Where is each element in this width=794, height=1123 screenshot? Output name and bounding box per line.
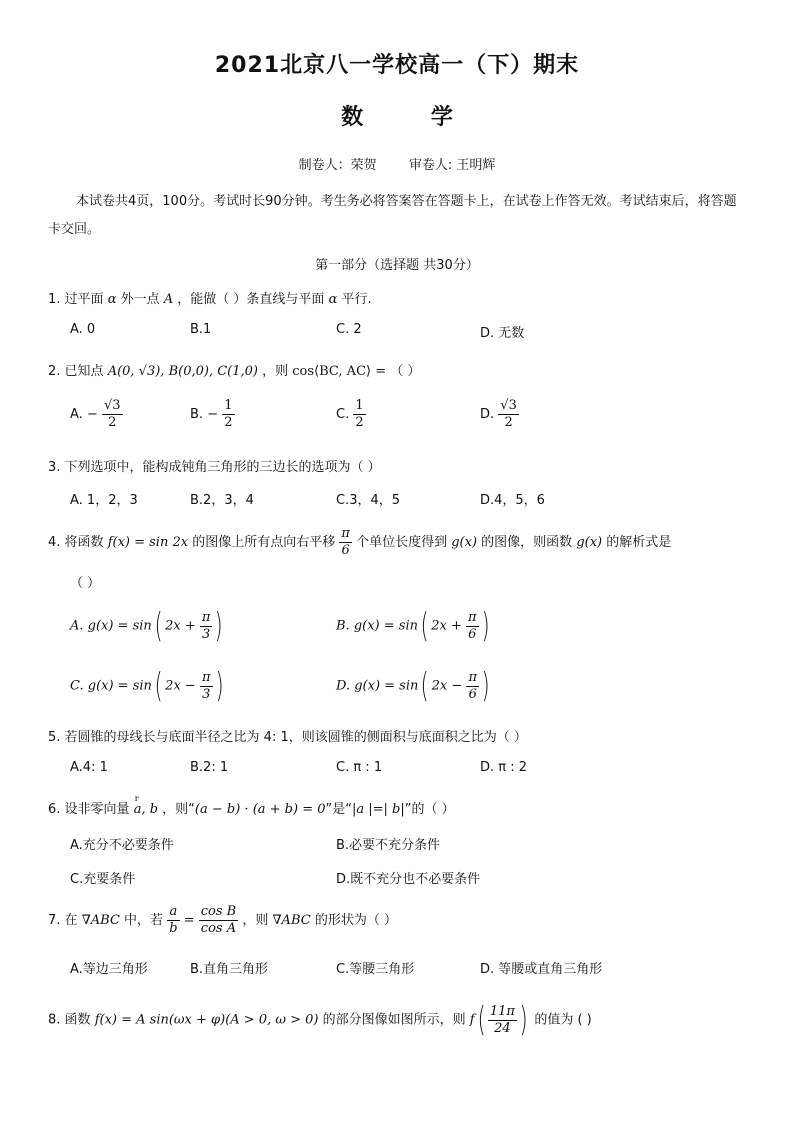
q4-option-a-arg: 2x + — [165, 618, 196, 634]
q7-option-d: D. 等腰或直角三角形 — [480, 962, 603, 977]
q2-text-c: （ ） — [390, 364, 421, 379]
q7-option-c: C.等腰三角形 — [336, 962, 415, 977]
question-2 — [48, 360, 758, 379]
q1-point-a: A — [163, 292, 174, 307]
q2-text-a: 2. 已知点 — [48, 364, 104, 379]
q7-text-c: ，则 — [242, 913, 269, 928]
q1-option-d: D. 无数 — [480, 326, 525, 341]
q4-option-d — [336, 666, 492, 706]
q8-arg-den: 24 — [494, 1020, 511, 1036]
q8-arg-num: 11π — [489, 1003, 515, 1019]
question-5: 5. 若圆锥的母线长与底面半径之比为 4: 1，则该圆锥的侧面积与底面积之比为（ ） — [48, 730, 527, 745]
q4-option-d-den: 6 — [468, 686, 477, 702]
q7-cos-fraction — [199, 904, 238, 937]
q7-equals: = — [183, 913, 195, 928]
q7-triangle: ∇ABC — [81, 913, 120, 928]
q7-text-b: 中，若 — [124, 913, 164, 928]
q8-lparen: ( — [477, 1000, 486, 1040]
q6-option-c: C.充要条件 — [70, 872, 136, 887]
q3-option-a: A. 1，2，3 — [70, 493, 138, 508]
q6-text-c: ”是“| — [325, 802, 357, 817]
q8-function: f(x) = A sin(ωx + φ)(A > 0, ω > 0) — [94, 1012, 319, 1028]
q2-option-a-sign: − — [86, 407, 98, 422]
subject-title: 数 学 — [341, 105, 483, 130]
q7-option-b: B.直角三角形 — [190, 962, 269, 977]
q6-vectors: r a, b — [134, 802, 158, 817]
q4-option-c-den: 3 — [202, 686, 211, 702]
q6-option-d: D.既不充分也不必要条件 — [336, 872, 481, 887]
q6-text-a: 6. 设非零向量 — [48, 802, 130, 817]
q4-option-c-lparen: ( — [154, 666, 163, 706]
q2-option-b-sign: − — [207, 407, 219, 422]
q1-text-c: ，能做（ ）条直线与平面 — [177, 292, 325, 307]
q6-text-d: |”的（ ） — [400, 802, 455, 817]
q4-option-d-arg: 2x − — [431, 678, 463, 694]
q4-option-d-fraction — [466, 670, 479, 703]
q2-option-d-den: 2 — [504, 415, 513, 430]
q2-option-c-den: 2 — [355, 415, 364, 430]
q7-ratio-den: b — [169, 921, 178, 936]
q2-option-c-label: C. — [336, 407, 350, 422]
q2-option-b-den: 2 — [224, 415, 233, 430]
q7-triangle-2: ∇ABC — [272, 913, 311, 928]
q4-function-g: g(x) — [451, 535, 478, 550]
q2-option-c-fraction — [353, 398, 365, 431]
q2-option-c — [336, 398, 366, 431]
q7-cos-den: cos A — [200, 921, 237, 936]
q4-option-b-fraction — [466, 610, 479, 643]
q3-option-c: C.3，4，5 — [336, 493, 401, 508]
q5-option-d: D. π : 2 — [480, 760, 528, 775]
reviewer: 审卷人: 王明辉 — [408, 158, 496, 173]
exam-title: 2021北京八一学校高一（下）期末 — [214, 53, 580, 78]
q1-text-a: 1. 过平面 — [48, 292, 104, 307]
q4-option-b-num: π — [468, 609, 477, 625]
q3-option-d: D.4，5，6 — [480, 493, 545, 508]
q4-option-d-num: π — [468, 669, 477, 685]
q4-text-a: 4. 将函数 — [48, 535, 104, 550]
q4-shift-num: π — [341, 526, 350, 541]
q6-magnitudes: a |=| b — [356, 802, 401, 817]
q4-option-d-lparen: ( — [421, 666, 430, 706]
q5-option-b: B.2: 1 — [190, 760, 229, 775]
intro-paragraph: 本试卷共4页，100分。考试时长90分钟。考生务必将答案答在答题卡上，在试卷上作答无效。考试结束后，将答题卡交回。 — [48, 194, 737, 237]
q8-text-a: 8. 函数 — [48, 1012, 91, 1028]
q4-option-b — [336, 606, 492, 646]
question-8 — [48, 1000, 758, 1040]
q2-option-a — [70, 398, 123, 431]
q2-text-b: ，则 — [262, 364, 289, 379]
q4-option-b-label: B. g(x) = sin — [336, 618, 418, 634]
q4-option-a-label: A. g(x) = sin — [70, 618, 152, 634]
q4-option-d-label: D. g(x) = sin — [336, 678, 419, 694]
q4-function-g-2: g(x) — [576, 535, 603, 550]
q7-ratio-fraction — [167, 904, 179, 937]
q2-option-b-label: B. — [190, 407, 204, 422]
q8-text-c: 的值为 ( ) — [534, 1012, 592, 1028]
q1-option-c: C. 2 — [336, 322, 362, 337]
q4-answer-paren: （ ） — [70, 576, 101, 591]
q4-option-a-den: 3 — [201, 626, 211, 642]
q4-option-c-arg: 2x − — [165, 678, 196, 694]
q4-text-c: 个单位长度得到 — [356, 535, 448, 550]
question-7 — [48, 904, 758, 937]
q4-option-a-num: π — [201, 609, 211, 625]
q4-option-c-fraction — [200, 670, 213, 703]
maker: 制卷人：荣贺 — [298, 158, 377, 173]
q7-text-a: 7. 在 — [48, 913, 78, 928]
q8-rparen: ) — [519, 1000, 528, 1040]
q2-expression: cos⟨BC, AC⟩ = — [292, 364, 387, 379]
q2-option-c-num: 1 — [355, 398, 364, 413]
q7-cos-num: cos B — [200, 904, 237, 919]
question-1 — [48, 288, 758, 307]
q2-option-a-den: 2 — [108, 415, 117, 430]
question-3: 3. 下列选项中，能构成钝角三角形的三边长的选项为（ ） — [48, 460, 381, 475]
q2-points: A(0, √3), B(0,0), C(1,0) — [107, 364, 258, 379]
q2-option-a-label: A. — [70, 407, 83, 422]
q4-shift-fraction — [339, 526, 352, 559]
q4-option-b-lparen: ( — [420, 606, 429, 646]
q4-option-c — [70, 666, 226, 706]
q2-option-d-fraction — [498, 398, 519, 431]
q8-f: f — [469, 1012, 475, 1028]
q4-option-b-arg: 2x + — [431, 618, 462, 634]
q4-option-a-lparen: ( — [154, 606, 163, 646]
q4-option-a-fraction — [200, 610, 213, 643]
q7-ratio-num: a — [167, 904, 179, 921]
q4-function-f: f(x) = sin 2x — [107, 535, 189, 550]
q4-option-b-rparen: ) — [481, 606, 490, 646]
q3-option-b: B.2，3，4 — [190, 493, 254, 508]
q1-text-b: 外一点 — [120, 292, 160, 307]
q2-option-d-num: √3 — [500, 398, 517, 413]
q4-shift-den: 6 — [341, 543, 350, 558]
q1-option-a: A. 0 — [70, 322, 96, 337]
q2-option-d — [480, 398, 519, 431]
question-6 — [48, 798, 758, 817]
q4-option-b-den: 6 — [468, 626, 477, 642]
q4-text-d: 的图像，则函数 — [481, 535, 573, 550]
q4-option-d-rparen: ) — [481, 666, 490, 706]
q5-option-c: C. π : 1 — [336, 760, 383, 775]
q6-expression: (a − b) · (a + b) = 0 — [194, 802, 326, 817]
question-4 — [48, 526, 758, 559]
q6-option-b: B.必要不充分条件 — [336, 838, 441, 853]
q1-alpha: α — [107, 292, 117, 307]
q2-option-a-num: √3 — [103, 398, 121, 413]
q5-option-a: A.4: 1 — [70, 760, 108, 775]
q7-option-a: A.等边三角形 — [70, 962, 148, 977]
q4-text-b: 的图像上所有点向右平移 — [192, 535, 336, 550]
q1-option-b: B.1 — [190, 322, 212, 337]
q2-option-d-label: D. — [480, 407, 495, 422]
q4-option-a-rparen: ) — [215, 606, 224, 646]
section-heading: 第一部分（选择题 共30分） — [315, 258, 479, 273]
maker-line — [0, 154, 794, 173]
q4-option-c-rparen: ) — [215, 666, 224, 706]
q2-option-b-fraction — [222, 398, 234, 431]
q6-text-b: ，则“ — [162, 802, 195, 817]
q2-option-a-fraction — [102, 398, 123, 431]
q8-arg-fraction — [488, 1004, 517, 1037]
q8-text-b: 的部分图像如图所示，则 — [322, 1012, 466, 1028]
q2-option-b — [190, 398, 235, 431]
q2-option-b-num: 1 — [224, 398, 233, 413]
q1-alpha-2: α — [328, 292, 338, 307]
q4-option-c-num: π — [201, 669, 211, 685]
q4-option-c-label: C. g(x) = sin — [70, 678, 152, 694]
q4-text-e: 的解析式是 — [606, 535, 672, 550]
q7-text-d: 的形状为（ ） — [314, 913, 397, 928]
q1-text-d: 平行. — [341, 292, 372, 307]
q4-option-a — [70, 606, 226, 646]
q6-option-a: A.充分不必要条件 — [70, 838, 174, 853]
